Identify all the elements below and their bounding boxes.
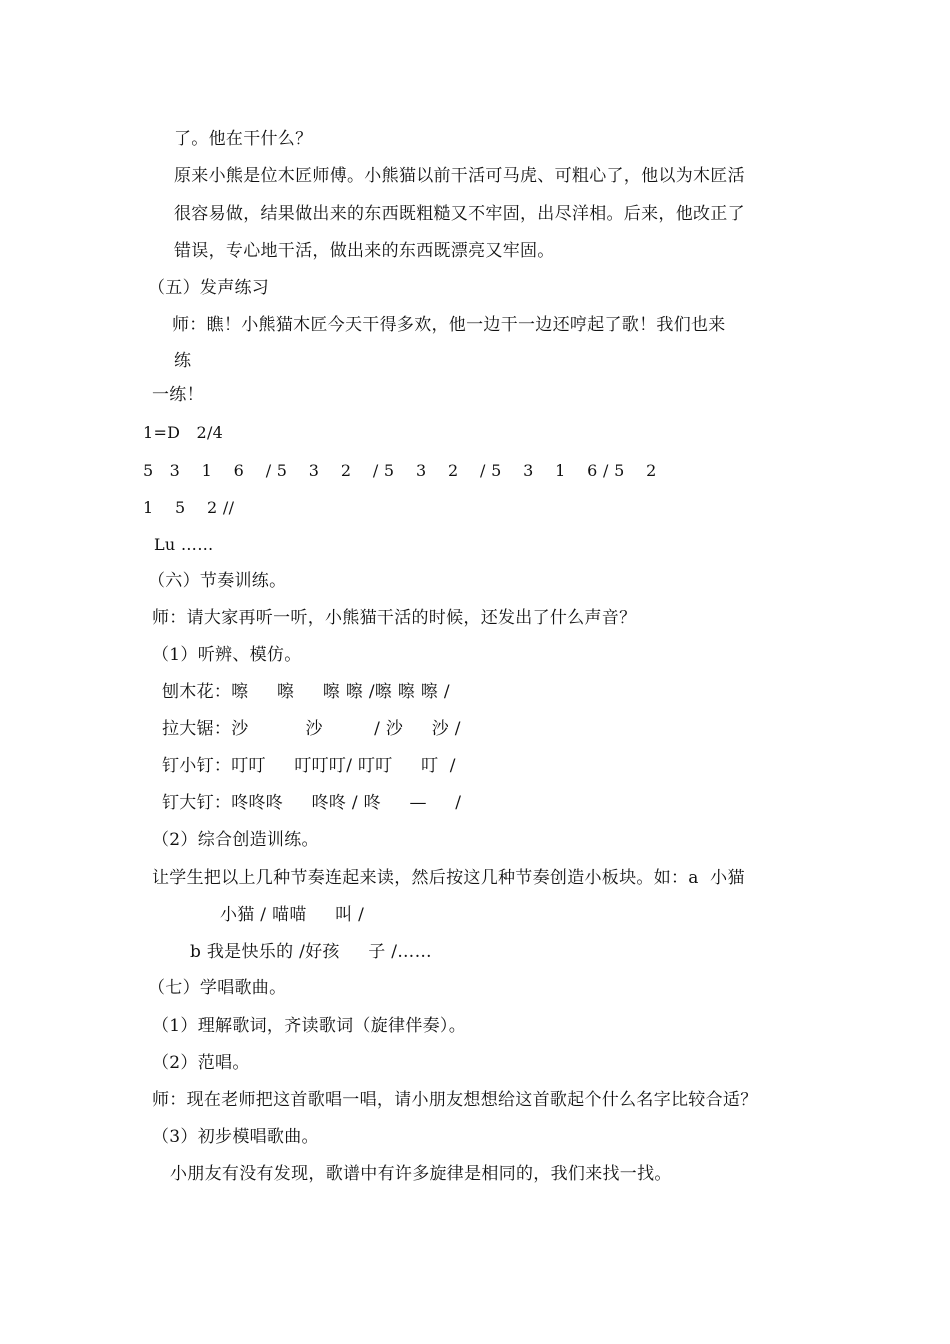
- subsection-heading: （2）综合创造训练。: [152, 830, 319, 850]
- text-line: 一练！: [152, 385, 204, 405]
- rhythm-line: 钉小钉：叮叮 叮叮叮/ 叮叮 叮 /: [162, 756, 456, 776]
- subsection-heading: （3）初步模唱歌曲。: [152, 1127, 319, 1147]
- text-line: 错误，专心地干活，做出来的东西既漂亮又牢固。: [174, 241, 555, 261]
- section-heading: （七）学唱歌曲。: [148, 978, 287, 998]
- rhythm-line: 钉大钉：咚咚咚 咚咚 / 咚 — /: [162, 793, 462, 813]
- text-line: 很容易做，结果做出来的东西既粗糙又不牢固，出尽洋相。后来，他改正了: [174, 204, 745, 224]
- text-line: 原来小熊是位木匠师傅。小熊猫以前干活可马虎、可粗心了，他以为木匠活: [174, 166, 745, 186]
- rhythm-example: 小猫 / 喵喵 叫 /: [220, 905, 365, 925]
- text-line: 师：请大家再听一听，小熊猫干活的时候，还发出了什么声音？: [152, 608, 637, 628]
- text-line: 了。他在干什么？: [174, 129, 313, 149]
- rhythm-example: b 我是快乐的 /好孩 子 /……: [190, 942, 432, 962]
- music-key-signature: 1=D 2/4: [143, 423, 224, 442]
- text-line: 师：现在老师把这首歌唱一唱，请小朋友想想给这首歌起个什么名字比较合适？: [152, 1090, 758, 1110]
- subsection-heading: （2）范唱。: [152, 1053, 250, 1073]
- music-notation-line: 1 5 2 //: [143, 498, 235, 517]
- section-heading: （五）发声练习: [148, 278, 270, 298]
- text-line: 练: [174, 351, 192, 371]
- music-notation-line: 5 3 1 6 / 5 3 2 / 5 3 2 / 5 3 1 6 / 5 2: [143, 461, 657, 480]
- text-line: 小朋友有没有发现，歌谱中有许多旋律是相同的，我们来找一找。: [170, 1164, 672, 1184]
- rhythm-line: 刨木花：嚓 嚓 嚓 嚓 /嚓 嚓 嚓 /: [162, 682, 450, 702]
- subsection-heading: （1）听辨、模仿。: [152, 645, 302, 665]
- text-line: 师：瞧！小熊猫木匠今天干得多欢，他一边干一边还哼起了歌！我们也来: [172, 315, 726, 335]
- lyric-line: Lu ……: [154, 535, 214, 554]
- subsection-heading: （1）理解歌词，齐读歌词（旋律伴奏）。: [152, 1016, 467, 1036]
- rhythm-line: 拉大锯：沙 沙 / 沙 沙 /: [162, 719, 461, 739]
- section-heading: （六）节奏训练。: [148, 571, 287, 591]
- text-line: 让学生把以上几种节奏连起来读，然后按这几种节奏创造小板块。如：a 小猫: [152, 868, 745, 888]
